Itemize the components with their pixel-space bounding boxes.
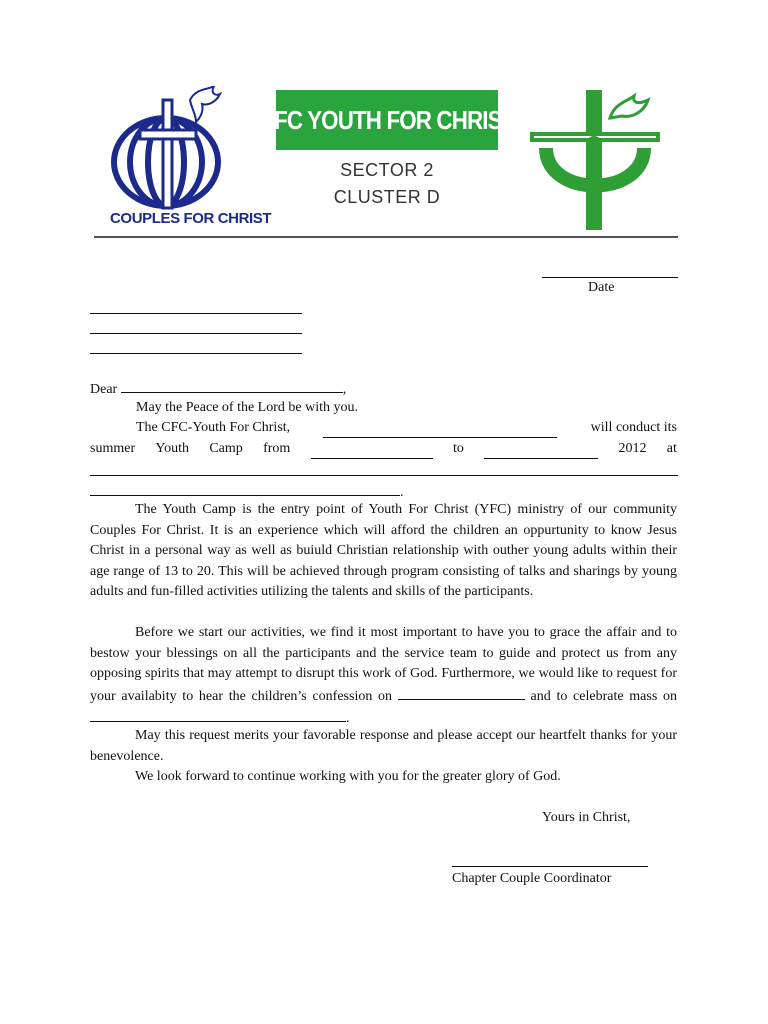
paragraph-request-text: Before we start our activities, we find it most important to have you to grace the affair and to bestow your blessings on all the participants and the service team to guide and protect us from any opposing spirits that may attempt to disrupt this work of God. Furthermore, we would like to request for your availabity to hear the children’s confession on — [90, 625, 677, 704]
recipient-blank — [121, 378, 343, 393]
confession-date-blank — [398, 685, 525, 700]
intro-word-youth: Youth — [155, 441, 190, 456]
address-line-2 — [90, 333, 302, 334]
paragraph-forward — [90, 767, 677, 788]
paragraph-request-mass: to celebrate mass on — [556, 688, 677, 704]
paragraph-request-period: . — [346, 711, 350, 727]
chapter-name-blank — [323, 423, 557, 438]
intro-word-from: from — [263, 441, 291, 456]
intro-org-text: The CFC-Youth For Christ, — [136, 420, 291, 435]
salutation-comma: , — [342, 382, 347, 397]
signature-line — [452, 866, 648, 867]
intro-word-camp: Camp — [209, 441, 243, 456]
dove-cross-yfc-logo-icon — [524, 86, 666, 236]
start-date-blank — [311, 444, 433, 459]
greeting: May the Peace of the Lord be with you. — [136, 400, 358, 415]
intro-line-2 — [90, 439, 677, 459]
paragraph-thanks — [90, 726, 677, 767]
paragraph-request — [90, 623, 677, 730]
venue-line-1 — [90, 475, 678, 476]
paragraph-request-and: and — [530, 688, 551, 704]
intro-year: 2012 — [618, 441, 647, 456]
youth-for-christ-logo — [524, 86, 666, 236]
yfc-banner — [259, 90, 515, 150]
venue-period: . — [400, 485, 404, 500]
venue-line-2 — [90, 495, 400, 496]
couples-for-christ-logo — [104, 86, 272, 236]
paragraph-youth-camp-text: The Youth Camp is the entry point of Youth For Christ (YFC) ministry of our community Couples For Christ. It is an experience which will afford the children an oppurtunity to know Jesus Christ in a personal way as well as buiuld Christian relationship with outher young adults within their age range of 13 to 20. This will be achieved through program consisting of talks and sharings by young adults and fun-filled activities utilizing the talents and skills of the participants. — [90, 502, 677, 600]
salutation-line — [90, 378, 346, 400]
paragraph-youth-camp — [90, 500, 677, 603]
paragraph-thanks-text: May this request merits your favorable response and please accept our heartfelt thanks for your benevolence. — [90, 728, 677, 764]
cluster-label: CLUSTER D — [333, 187, 441, 207]
closing: Yours in Christ, — [542, 810, 631, 825]
intro-word-to: to — [452, 441, 464, 456]
dove-cross-circle-logo-icon — [104, 86, 244, 210]
yfc-banner-title: CFC YOUTH FOR CHRIST — [259, 104, 515, 135]
signatory-title: Chapter Couple Coordinator — [452, 871, 612, 886]
address-line-1 — [90, 313, 302, 314]
address-line-3 — [90, 353, 302, 354]
intro-line-1 — [136, 418, 677, 438]
mass-date-blank — [90, 707, 346, 722]
end-date-blank — [484, 444, 598, 459]
date-label: Date — [588, 280, 615, 295]
salutation: Dear — [90, 382, 118, 397]
paragraph-forward-text: We look forward to continue working with you for the greater glory of God. — [135, 769, 561, 784]
intro-word-at: at — [666, 441, 677, 456]
sector-label: SECTOR 2 — [340, 160, 434, 180]
couples-for-christ-wordmark: COUPLES FOR CHRIST — [110, 210, 272, 227]
header-divider — [94, 236, 678, 238]
intro-word-summer: summer — [90, 441, 136, 456]
intro-conduct-text: will conduct its — [590, 420, 677, 435]
